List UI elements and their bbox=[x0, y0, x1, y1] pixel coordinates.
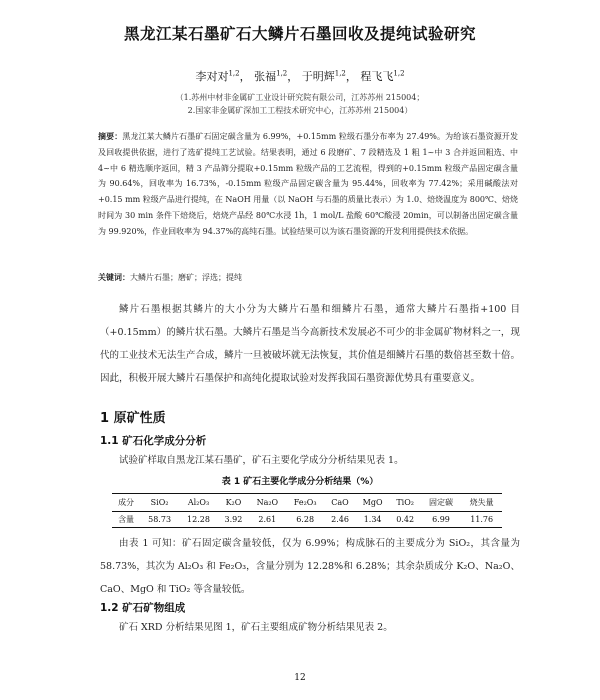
keywords-label: 关键词： bbox=[98, 272, 130, 282]
author-affil-mark: 1,2 bbox=[276, 69, 288, 78]
table-row bbox=[112, 512, 502, 528]
author-name: 于明辉 bbox=[301, 70, 335, 83]
table-cell: 1.34 bbox=[363, 515, 382, 524]
table-cell: 6.28 bbox=[296, 515, 315, 524]
table-header-cell: TiO₂ bbox=[390, 494, 421, 512]
table-caption: 表 1 矿石主要化学成分分析结果（%） bbox=[221, 477, 379, 487]
table-cell: 58.73 bbox=[148, 515, 172, 524]
paragraph: 由表 1 可知：矿石固定碳含量较低，仅为 6.99%；构成脉石的主要成分为 SiO₂，其含量为 58.73%，其次为 Al₂O₃ 和 Fe₂O₃，含量分别为 12.28%和 6.28%；其余杂质成分 K₂O、Na₂O、CaO、MgO 和 TiO₂ 等含量较低。 bbox=[100, 538, 520, 595]
keywords-text: 大鳞片石墨；磨矿；浮选；提纯 bbox=[130, 273, 242, 282]
table-header-cell: Al₂O₃ bbox=[179, 494, 218, 512]
table-cell: 0.42 bbox=[396, 515, 415, 524]
table-cell: 6.99 bbox=[432, 515, 450, 524]
paragraph: 试验矿样取自黑龙江某石墨矿，矿石主要化学成分分析结果见表 1。 bbox=[119, 455, 404, 466]
author-affil-mark: 1,2 bbox=[228, 69, 240, 78]
table-cell: 2.61 bbox=[258, 515, 277, 524]
abstract bbox=[98, 129, 518, 240]
author-affil-mark: 1,2 bbox=[393, 69, 405, 78]
paragraph: 矿石 XRD 分析结果见图 1，矿石主要组成矿物分析结果见表 2。 bbox=[119, 622, 393, 633]
section-heading: 1 原矿性质 bbox=[100, 411, 166, 426]
table-header-cell: Fe₂O₃ bbox=[286, 494, 325, 512]
composition-table bbox=[112, 493, 502, 528]
abstract-text: 黑龙江某大鳞片石墨矿石固定碳含量为 6.99%，+0.15mm 粒级石墨分布率为 27.49%。为给该石墨资源开发及回收提供依据，进行了选矿提纯工艺试验。结果表明，通过 6 段磨矿、7 段精选及 1 粗 1~中 3 合并返回粗选、中 4~中 6 精选顺序返回，精 3 产品筛分提取+0.15mm 粒级产品的工艺流程，得到的+0.15mm 粒级产品固定碳含量为 90.64%，回收率为 16.73%，-0.15mm 粒级产品固定碳含量为 95.44%，回收率为 77.42%；采用碱酸法对+0.15 mm 粒级产品进行提纯，在 NaOH 用量（以 NaOH 与石墨的质量比表示）为 1.0、焙烧温度为 800℃、焙烧时间为 30 min 条件下焙烧后，焙烧产品经 80℃水浸 1h，1 mol/L 盐酸 60℃酸浸 20min，可以制备出固定碳含量为 99.920%，作业回收率为 94.37%的高纯石墨。试验结果可以为该石墨资源的开发利用提供技术依据。 bbox=[98, 132, 519, 236]
author-name: 程飞飞 bbox=[360, 70, 394, 83]
author-list: 李对对$^{1,2}$， 张福$^{1,2}$， 于明辉$^{1,2}$， 程飞飞$^{1,2}$ bbox=[195, 69, 405, 83]
subsection-heading: 1.2 矿石矿物组成 bbox=[100, 602, 186, 614]
paper-title: 黑龙江某石墨矿石大鳞片石墨回收及提纯试验研究 bbox=[123, 25, 476, 43]
affiliation-line: 2.国家非金属矿深加工工程技术研究中心，江苏苏州 215004） bbox=[187, 106, 413, 115]
table-cell: 3.92 bbox=[224, 515, 243, 524]
table-header-cell: Na₂O bbox=[249, 494, 286, 512]
abstract-label: 摘要： bbox=[98, 131, 123, 141]
intro-paragraph: 鳞片石墨根据其鳞片的大小分为大鳞片石墨和细鳞片石墨，通常大鳞片石墨指+100 目（+0.15mm）的鳞片状石墨。大鳞片石墨是当今高新技术发展必不可少的非金属矿物材料之一，现代的工业技术无法生产合成，鳞片一旦被破坏就无法恢复，其价值是细鳞片石墨的数倍甚至数十倍。因此，积极开展大鳞片石墨保护和高纯化提取试验对发挥我国石墨资源优势具有重要意义。 bbox=[100, 304, 520, 384]
table-header-cell: 烧失量 bbox=[461, 494, 502, 512]
table-header-cell: K₂O bbox=[218, 494, 249, 512]
author-affil-mark: 1,2 bbox=[334, 69, 346, 78]
table-header-cell: 固定碳 bbox=[421, 494, 462, 512]
author-name: 李对对 bbox=[195, 70, 229, 83]
author-name: 张福 bbox=[254, 70, 277, 83]
subsection-heading: 1.1 矿石化学成分分析 bbox=[100, 435, 207, 447]
table-header-cell: SiO₂ bbox=[140, 494, 179, 512]
table-header-row bbox=[112, 494, 502, 512]
page-number: 12 bbox=[294, 673, 306, 683]
table-cell: 含量 bbox=[118, 515, 135, 524]
table-cell: 12.28 bbox=[187, 515, 210, 524]
table-header-cell: MgO bbox=[356, 494, 390, 512]
affiliation-line: （1.苏州中材非金属矿工业设计研究院有限公司，江苏苏州 215004； bbox=[175, 93, 425, 102]
table-header-cell: CaO bbox=[325, 494, 356, 512]
keywords bbox=[98, 272, 518, 283]
table-header-cell: 成分 bbox=[112, 494, 140, 512]
table-cell: 2.46 bbox=[331, 515, 349, 524]
table-cell: 11.76 bbox=[470, 515, 494, 524]
